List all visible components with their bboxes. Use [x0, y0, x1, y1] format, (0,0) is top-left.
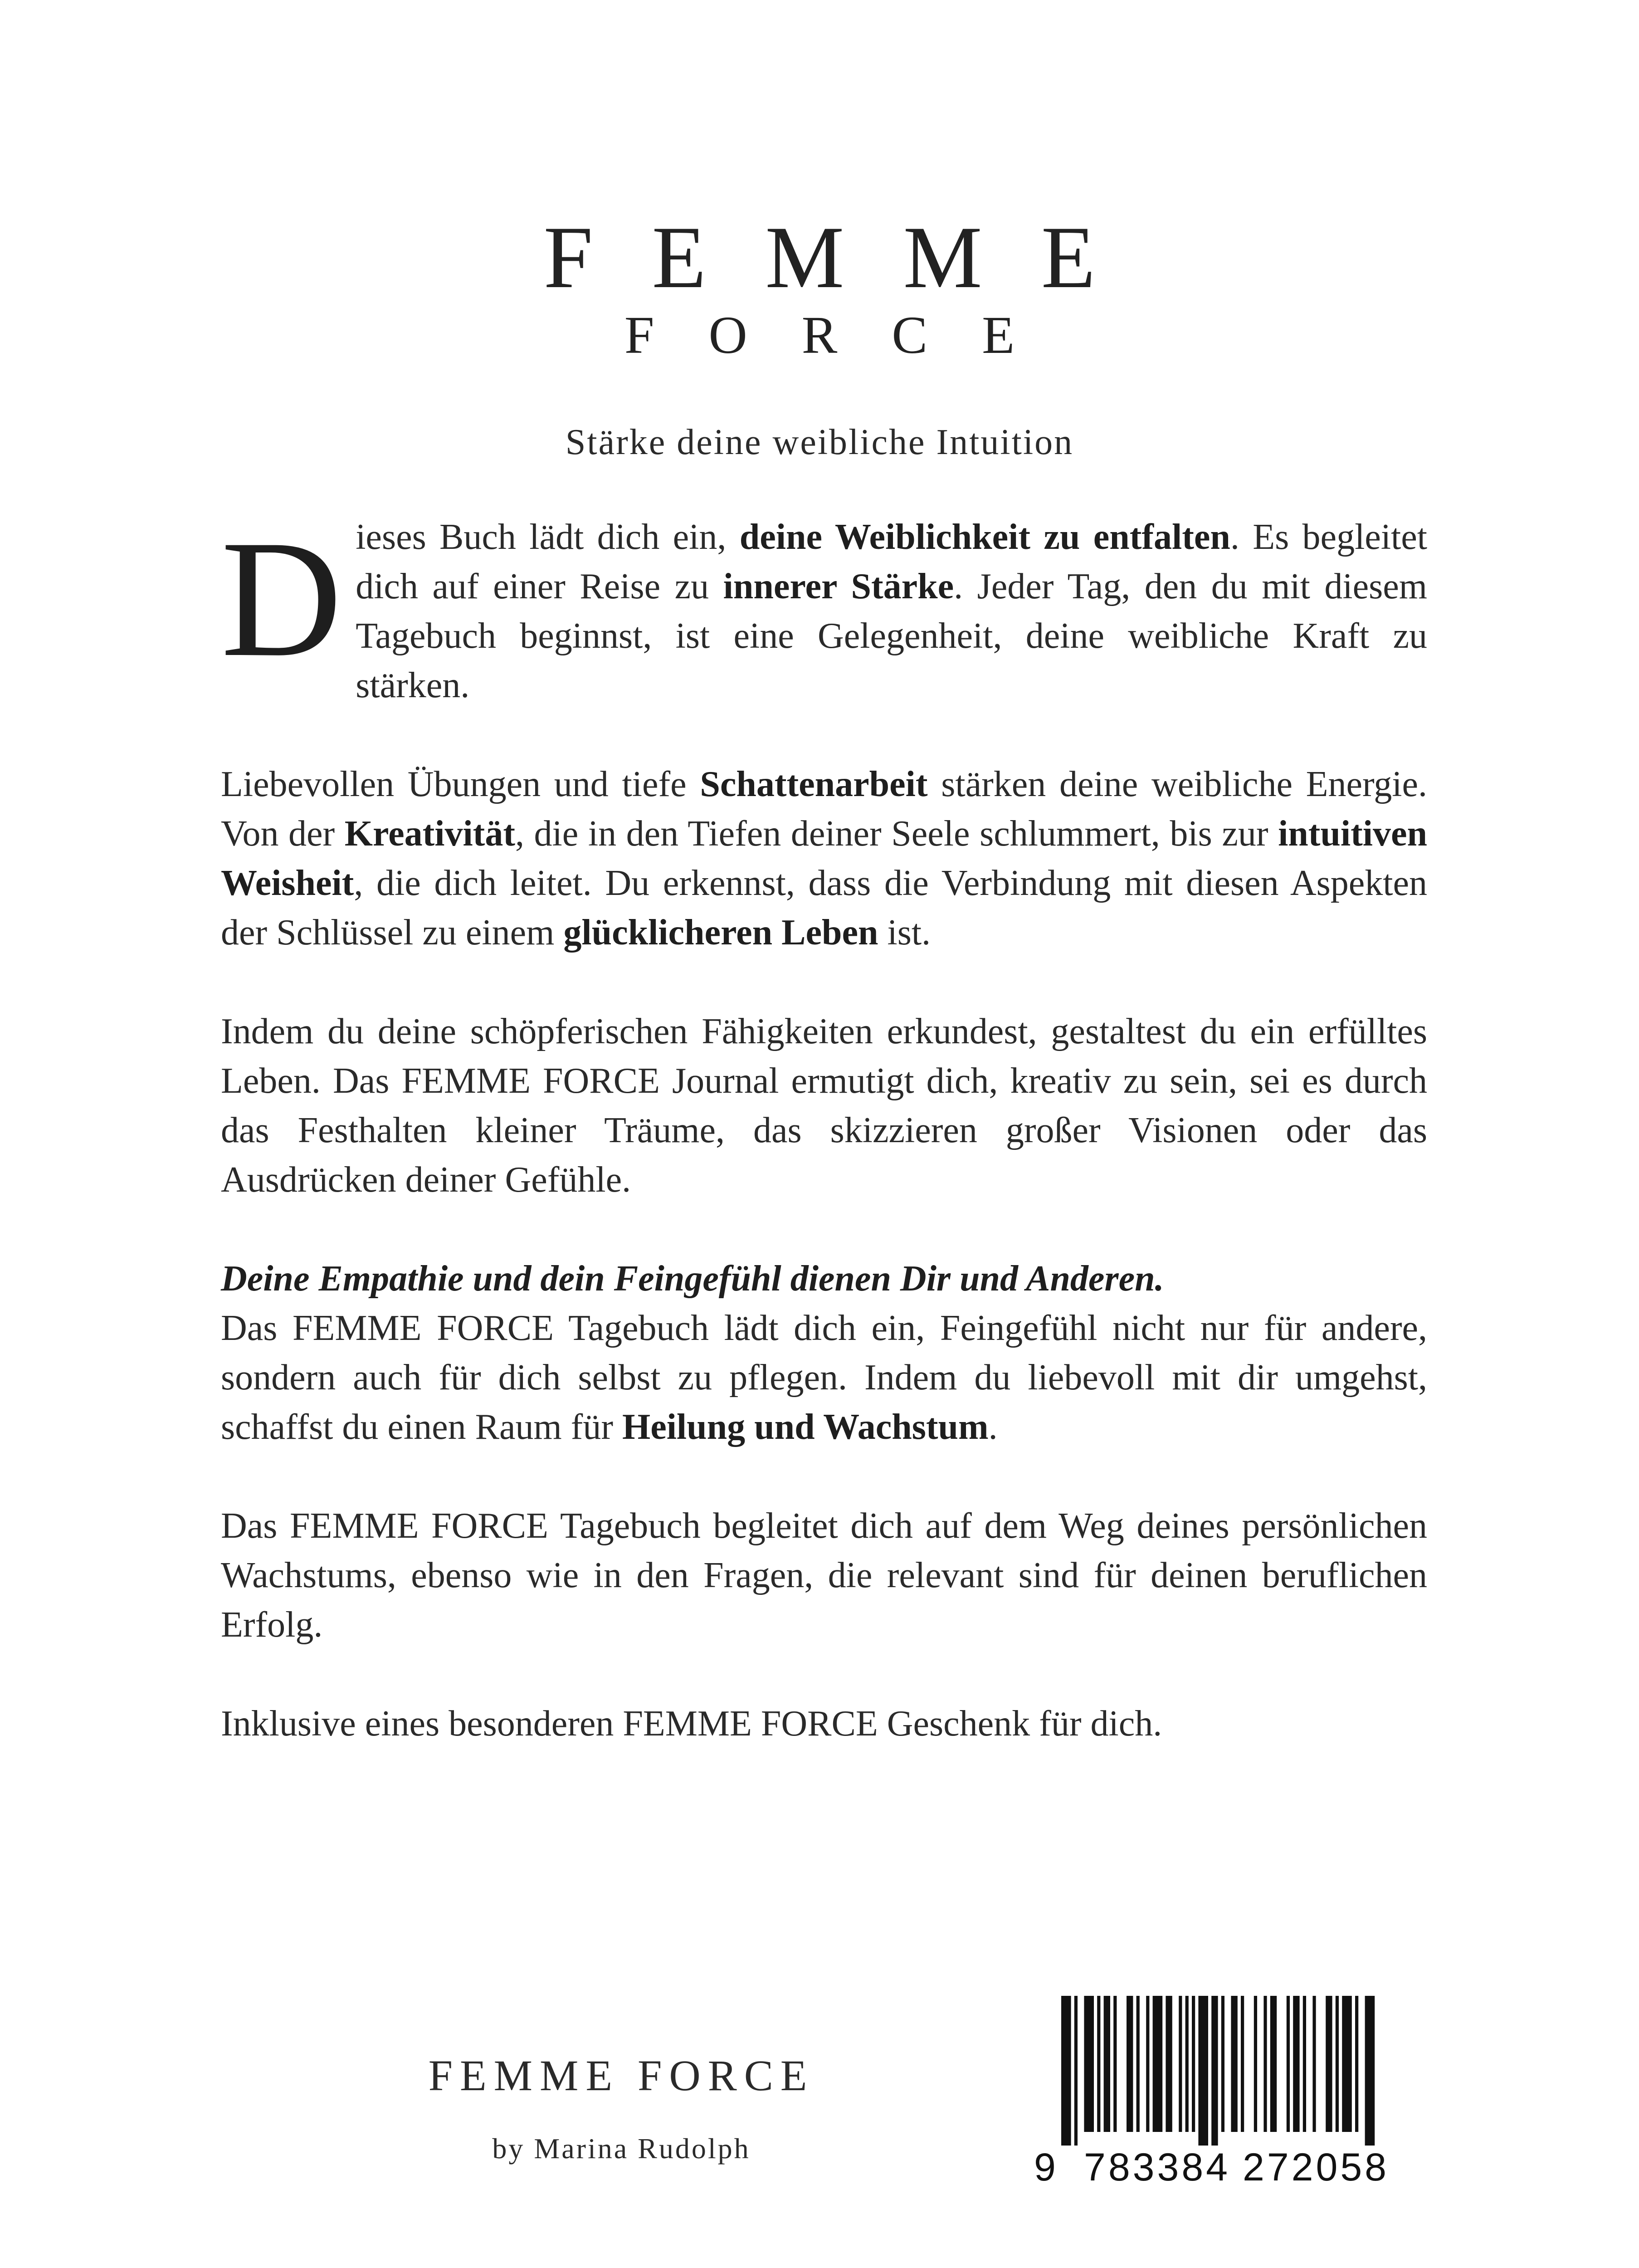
italic-heading: Deine Empathie und dein Feingefühl dienen Dir und Anderen. — [221, 1259, 1164, 1299]
bold-span: Heilung und Wachstum — [622, 1407, 989, 1447]
paragraph-empathy — [221, 1254, 1427, 1452]
paragraph-growth — [221, 1501, 1427, 1650]
bold-span: Schattenarbeit — [700, 764, 928, 804]
barcode-bar — [1084, 1996, 1094, 2132]
barcode-digits-left: 783384 — [1084, 2146, 1230, 2189]
title-force: FORCE — [624, 305, 1069, 365]
text-span: stärken deine weibliche Energie. Von der — [221, 764, 1427, 854]
bold-span: intuitiven Weisheit — [221, 814, 1428, 903]
text-span: . — [988, 1407, 998, 1447]
text-span: Indem du deine schöpferischen Fähigkeiten erkundest, gestaltest du ein erfülltes Leben. Das FEMME FORCE Journal ermutigt dich, kreativ zu sein, sei es durch das Festhalten kleiner Träume, das skizzieren großer Visionen oder das Ausdrücken deiner Gefühle. — [221, 1012, 1427, 1200]
barcode-bar — [1192, 1996, 1195, 2132]
bold-span: glücklicheren Leben — [563, 913, 878, 953]
barcode-bar — [1254, 1996, 1257, 2132]
barcode-bar — [1097, 1996, 1100, 2132]
barcode-bar — [1221, 1996, 1224, 2132]
barcode-bar — [1153, 1996, 1163, 2132]
title-femme: FEMME — [543, 208, 1155, 307]
barcode-bar — [1270, 1996, 1277, 2132]
paragraph-intro — [221, 506, 1427, 710]
barcode-bar — [1293, 1996, 1299, 2132]
barcode-bar — [1342, 1996, 1352, 2132]
barcode-bar — [1263, 1996, 1267, 2132]
barcode-bar — [1287, 1996, 1290, 2132]
barcode-digits-right: 272058 — [1243, 2146, 1389, 2189]
paragraph-shadow-work — [221, 760, 1427, 958]
barcode-bar — [1113, 1996, 1117, 2132]
barcode-bar — [1303, 1996, 1306, 2132]
barcode-bar — [1241, 1996, 1244, 2132]
description-text — [221, 506, 1428, 1798]
text-span: , die in den Tiefen deiner Seele schlummert, bis zur — [515, 814, 1278, 854]
text-span: Das FEMME FORCE Tagebuch begleitet dich auf dem Weg deines persönlichen Wachstums, ebenso wie in den Fragen, die relevant sind für deinen beruflichen Erfolg. — [221, 1506, 1427, 1645]
text-span: Das FEMME FORCE Tagebuch lädt dich ein, Feingefühl nicht nur für andere, sondern auch für dich selbst zu pflegen. Indem du liebevoll mit dir umgehst, schaffst du einen Raum für — [221, 1308, 1427, 1447]
barcode-bar — [1074, 1996, 1078, 2146]
barcode-bar — [1326, 1996, 1332, 2132]
barcode-bar — [1104, 1996, 1110, 2132]
bold-span: deine Weiblichkeit zu entfalten — [739, 517, 1230, 557]
barcode-bar — [1166, 1996, 1172, 2132]
barcode-bar — [1146, 1996, 1149, 2132]
bold-span: innerer Stärke — [723, 567, 954, 606]
paragraph-creativity — [221, 1007, 1427, 1205]
barcode-bar — [1211, 1996, 1218, 2146]
barcode-bar — [1198, 1996, 1208, 2146]
footer-brand: FEMME FORCE — [428, 2051, 815, 2100]
text-span: . Es begleitet dich auf einer Reise zu — [356, 517, 1427, 606]
barcode-bars — [1061, 1996, 1406, 2146]
text-span: . Jeder Tag, den du mit diesem Tagebuch beginnst, ist eine Gelegenheit, deine weibliche Kraft zu stärken. — [356, 567, 1427, 705]
drop-cap: D — [221, 506, 342, 692]
text-span: ist. — [878, 913, 931, 953]
barcode — [1034, 1996, 1406, 2189]
text-span: Liebevollen Übungen und tiefe — [221, 764, 700, 804]
barcode-bar — [1137, 1996, 1140, 2132]
barcode-bar — [1179, 1996, 1182, 2132]
barcode-bar — [1185, 1996, 1189, 2132]
barcode-bar — [1231, 1996, 1237, 2132]
barcode-bar — [1365, 1996, 1375, 2146]
barcode-bar — [1355, 1996, 1358, 2132]
barcode-bar — [1127, 1996, 1133, 2132]
barcode-bar — [1336, 1996, 1339, 2132]
text-span: , die dich leitet. Du erkennst, dass die Verbindung mit diesen Aspekten der Schlüssel zu einem — [221, 863, 1427, 953]
barcode-bar — [1061, 1996, 1071, 2146]
barcode-bar — [1312, 1996, 1316, 2132]
footer-author: by Marina Rudolph — [492, 2132, 751, 2165]
text-span: ieses Buch lädt dich ein, — [356, 517, 740, 557]
text-span: Inklusive eines besonderen FEMME FORCE Geschenk für dich. — [221, 1704, 1162, 1744]
barcode-digit-lead: 9 — [1034, 2146, 1056, 2189]
subtitle: Stärke deine weibliche Intuition — [565, 422, 1074, 462]
paragraph-gift — [221, 1699, 1427, 1749]
bold-span: Kreativität — [344, 814, 515, 854]
